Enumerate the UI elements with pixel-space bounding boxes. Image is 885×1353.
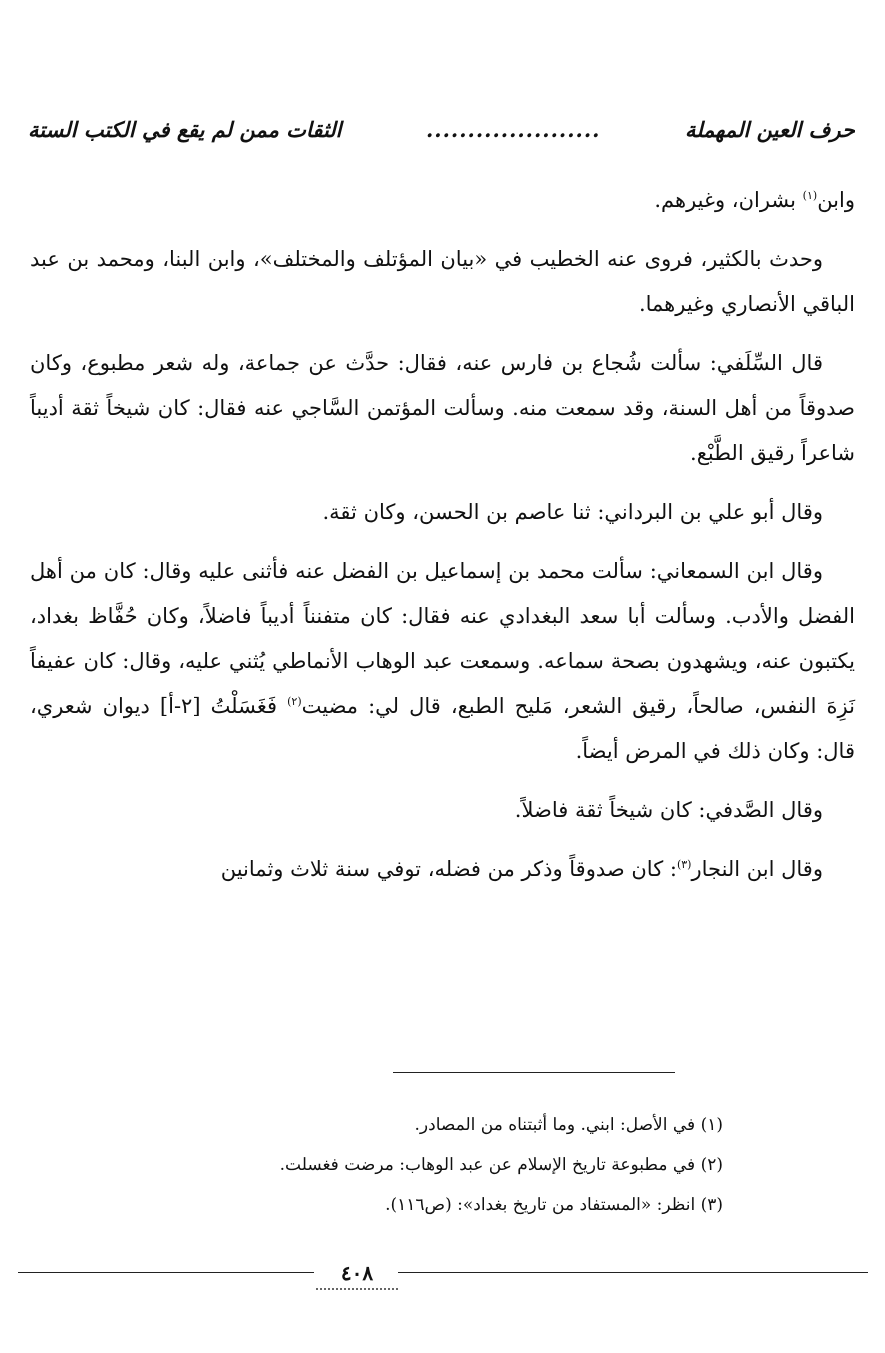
- running-header: [28, 112, 855, 146]
- paragraph-4: وقال أبو علي بن البرداني: ثنا عاصم بن الحسن، وكان ثقة.: [322, 500, 823, 524]
- paragraph-5: [30, 549, 855, 774]
- header-chapter-title: حرف العين المهملة: [684, 116, 855, 142]
- paragraph-7: [30, 847, 855, 892]
- paragraph-2: وحدث بالكثير، فروى عنه الخطيب في «بيان المؤتلف والمختلف»، وابن البنا، ومحمد بن عبد الباقي الأنصاري وغيرهما.: [30, 247, 855, 316]
- page-number: ٤٠٨: [316, 1258, 398, 1290]
- main-text: [30, 178, 855, 906]
- footnote-ref-2: (٢): [287, 695, 302, 708]
- header-book-title: الثقات ممن لم يقع في الكتب الستة: [28, 116, 342, 142]
- paragraph-7-text-a: وقال ابن النجار: [691, 857, 823, 881]
- paragraph-7-text-b: : كان صدوقاً وذكر من فضله، توفي سنة ثلاث وثمانين: [220, 857, 677, 881]
- footnote-separator: [393, 1072, 675, 1073]
- footnote-2: (٢) في مطبوعة تاريخ الإسلام عن عبد الوهاب: مرضت فغسلت.: [279, 1155, 723, 1175]
- header-leader-dots: .....................: [425, 116, 601, 142]
- paragraph-5-text-b: فَغَسَلْتُ [٢-أ] ديوان شعري، قال: وكان ذلك في المرض أيضاً.: [30, 694, 855, 763]
- paragraph-1-text-a: وابن: [817, 188, 855, 212]
- paragraph-3: قال السِّلَفي: سألت شُجاع بن فارس عنه، فقال: حدَّث عن جماعة، وله شعر مطبوع، وكان صدوقاً من أهل السنة، وقد سمعت منه. وسألت المؤتمن السَّاجي عنه فقال: كان شيخاً ثقة أديباً شاعراً رقيق الطَّبْع.: [30, 351, 855, 465]
- paragraph-6: وقال الصَّدفي: كان شيخاً ثقة فاضلاً.: [514, 798, 823, 822]
- footnote-1: (١) في الأصل: ابني. وما أثبتناه من المصادر.: [414, 1115, 723, 1135]
- paragraph-1-text-b: بشران، وغيرهم.: [654, 188, 803, 212]
- paragraph-1: [30, 178, 855, 223]
- footer-rule-right: [398, 1272, 868, 1273]
- paragraph-5-text-a: وقال ابن السمعاني: سألت محمد بن إسماعيل بن الفضل عنه فأثنى عليه وقال: كان من أهل الفضل والأدب. وسألت أبا سعد البغدادي عنه فقال: كان متفنناً أديباً فاضلاً، وكان حُفَّاظ بغداد، يكتبون عنه، ويشهدون بصحة سماعه. وسمعت عبد الوهاب الأنماطي يُثني عليه، وقال: كان عفيفاً نَزِهَ النفس، صالحاً، رقيق الشعر، مَليح الطبع، قال لي: مضيت: [30, 559, 855, 718]
- footnotes: [60, 1105, 723, 1225]
- footer-rule-left: [18, 1272, 314, 1273]
- footnote-3: (٣) انظر: «المستفاد من تاريخ بغداد»: (ص١١٦).: [385, 1195, 723, 1215]
- footnote-ref-3: (٣): [676, 858, 692, 871]
- footnote-ref-1: (١): [802, 189, 818, 202]
